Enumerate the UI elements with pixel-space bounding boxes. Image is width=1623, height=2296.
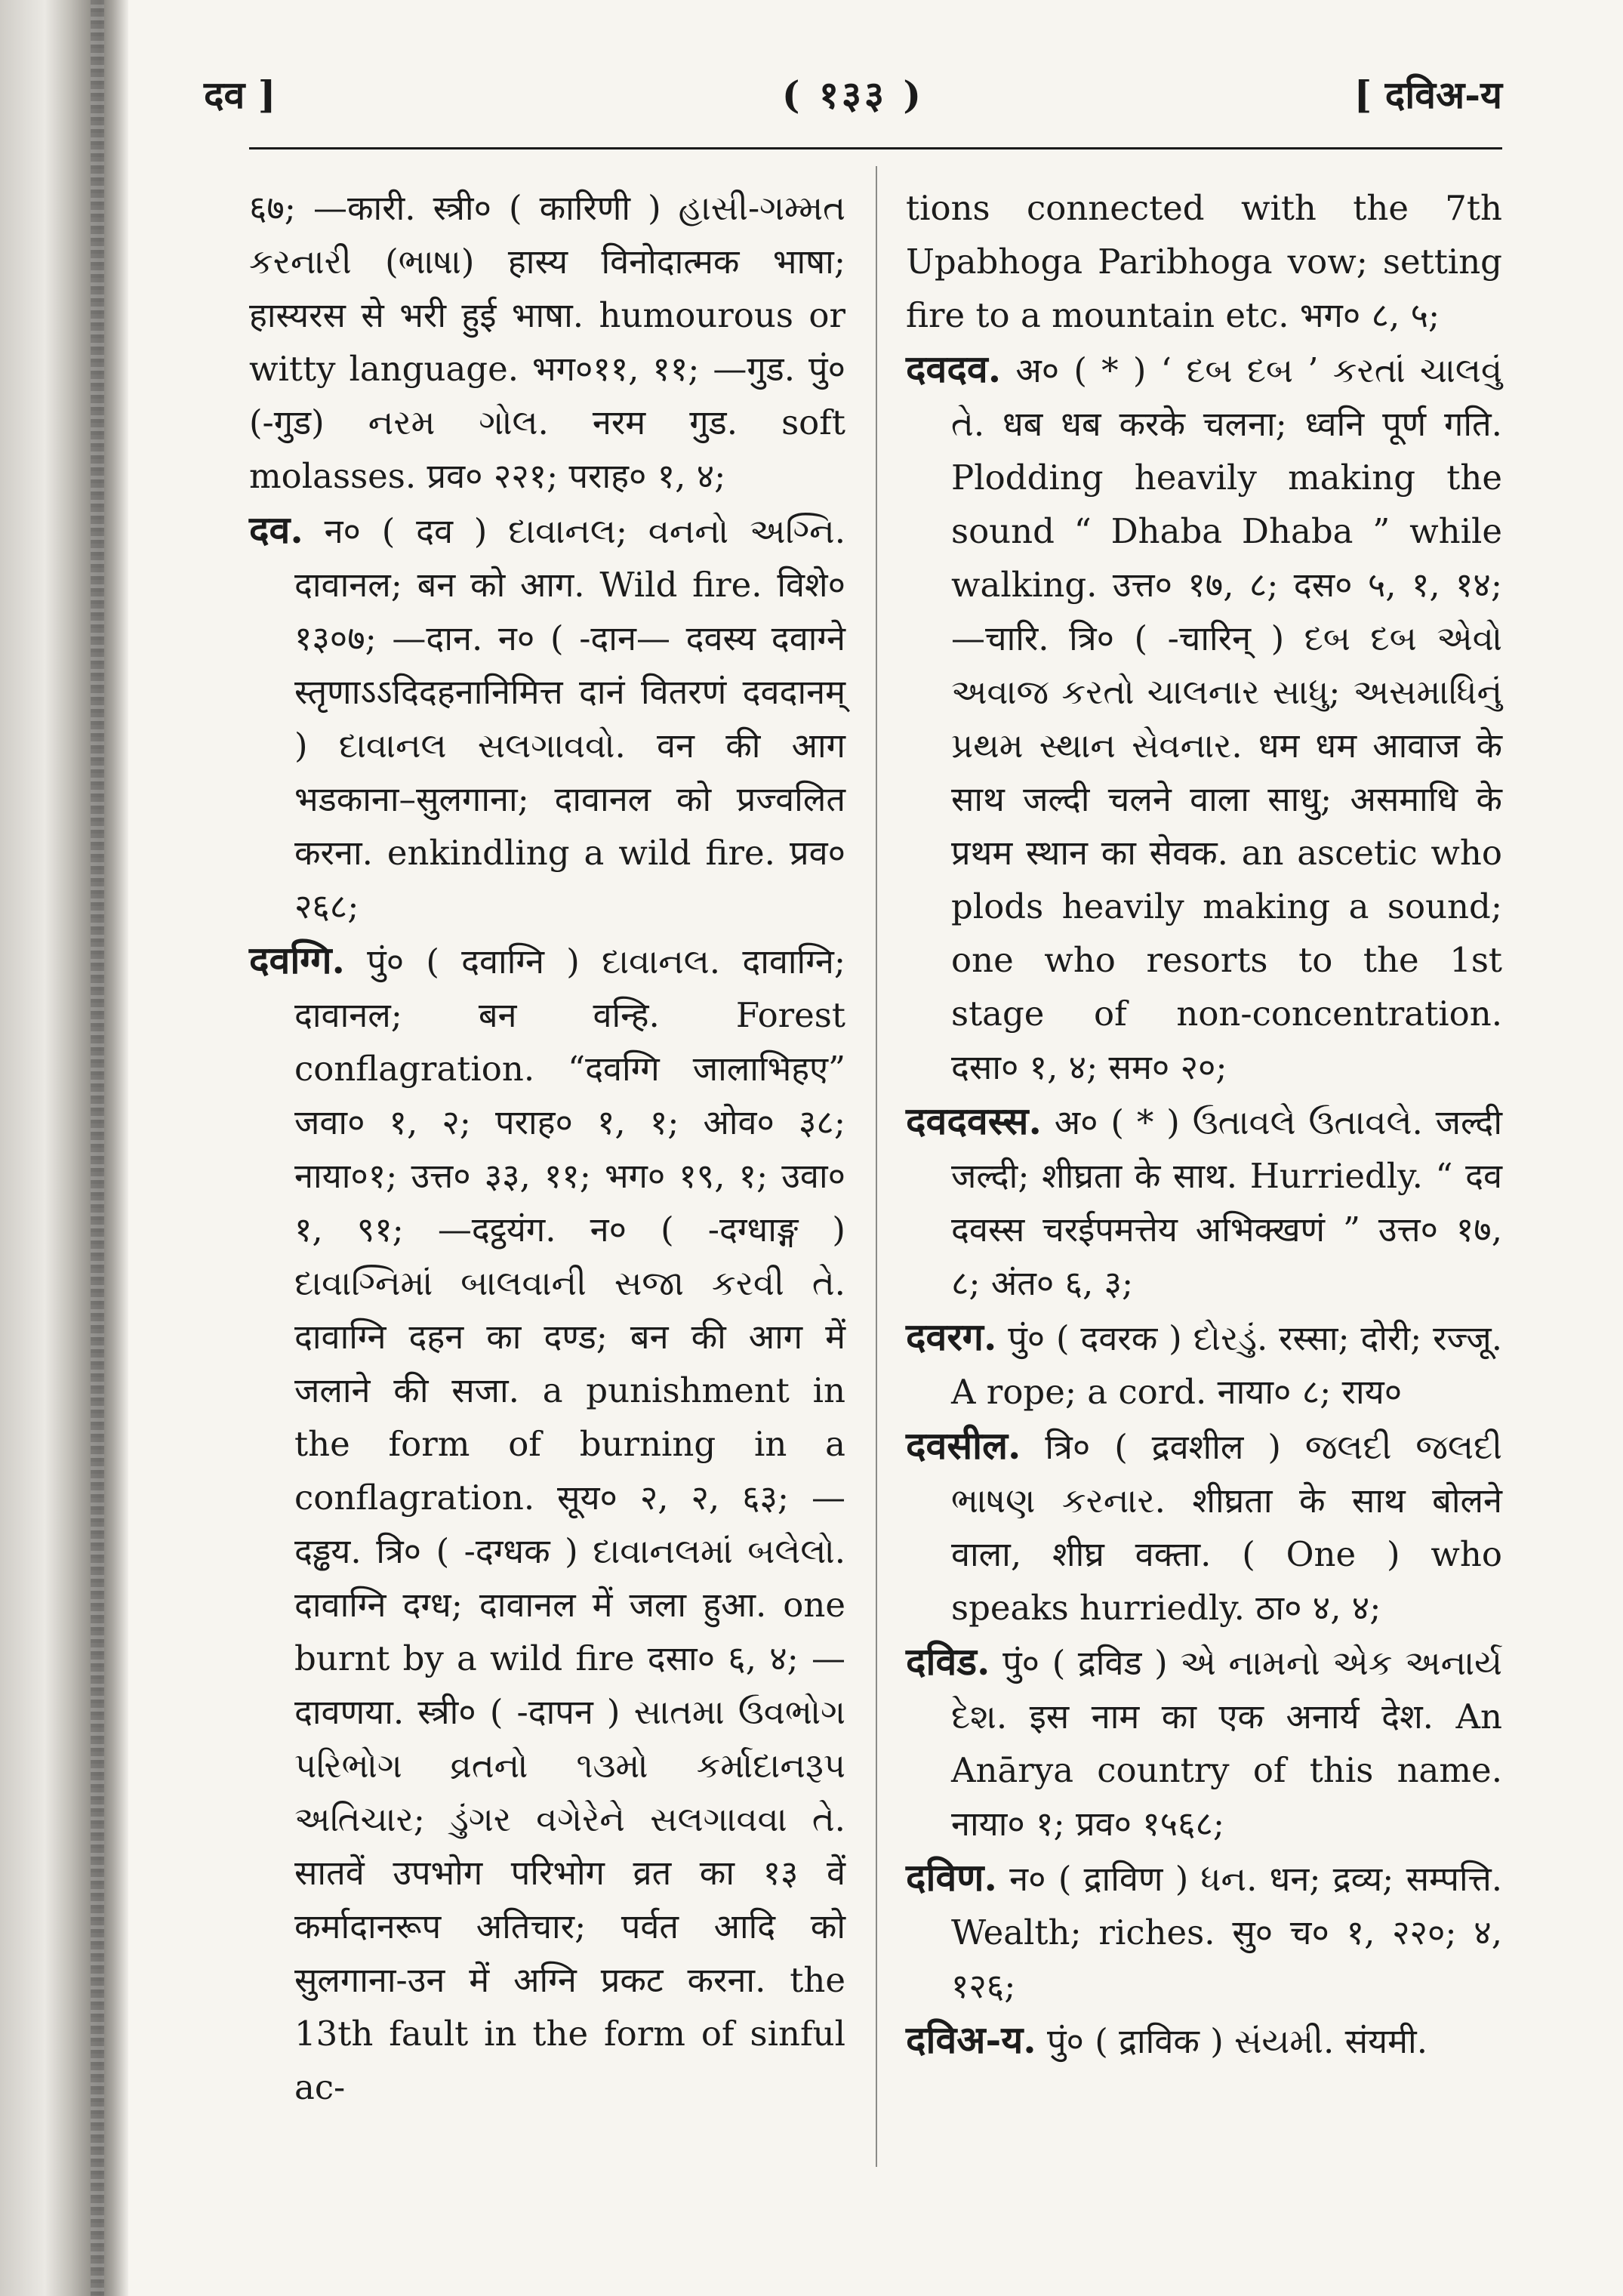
right-column xyxy=(906,181,1502,2068)
dictionary-entry xyxy=(906,1851,1502,2013)
headword: दवदवस्स. xyxy=(906,1099,1042,1143)
entry-text: अ० ( * ) ‘ દબ દબ ’ કરતાં ચાલવું તે. धब धब करके चलना; ध्वनि पूर्ण गति. Plodding heavily making the sound “ Dhaba Dhaba ” while walking. उत्त० १७, ८; दस० ५, १, १४; —चारि. त्रि० ( -चारिन् ) દબ દબ એવો અવાજ કરતો ચાલનાર સાધુ; અસમાધિનું પ્રથમ સ્થાન સેવનાર. धम धम आवाज के साथ जल्दी चलने वाला साधु; असमाधि के प्रथम स्थान का सेवक. an ascetic who plods heavily making a sound; one who resorts to the 1st stage of non-concentration. दसा० १, ४; सम० २०; xyxy=(951,350,1502,1087)
headword: दव. xyxy=(249,507,303,552)
book-binding-edge xyxy=(0,0,128,2296)
dictionary-entry xyxy=(906,1094,1502,1310)
entry-text: न० ( द्राविण ) ધન. धन; द्रव्य; सम्पत्ति. Wealth; riches. सु० च० १, २२०; ४, १२६; xyxy=(951,1859,1502,2006)
headword: दवग्गि. xyxy=(249,938,345,982)
dictionary-entry xyxy=(906,1635,1502,1851)
entry-text: ६७; —कारी. स्त्री० ( कारिणी ) હાસી-ગમ્મત કરનારી (ભાષા) हास्य विनोदात्मक भाषा; हास्यरस से भरी हुई भाषा. humourous or witty language. भग०११, ११; —गुड. पुं० (-गुड) નરમ ગોલ. नरम गुड. soft molasses. प्रव० २२१; पराह० १, ४; xyxy=(249,188,845,496)
header-rule xyxy=(249,147,1502,149)
header-left: दव ] xyxy=(204,72,276,117)
dictionary-entry xyxy=(906,342,1502,1094)
dictionary-entry xyxy=(906,1419,1502,1635)
entry-text: पुं० ( दवरक ) દોરડું. रस्सा; दोरी; रज्जू. A rope; a cord. नाया० ८; राय० xyxy=(951,1318,1503,1412)
running-header xyxy=(204,60,1502,128)
headword: दवदव. xyxy=(906,347,1002,391)
entry-text: पुं० ( द्राविक ) સંયમી. संयमी. xyxy=(1046,2021,1428,2061)
header-right: [ दविअ-य xyxy=(1354,72,1502,117)
dictionary-entry xyxy=(906,2013,1502,2068)
headword: दविण. xyxy=(906,1855,997,1900)
headword: दवरग. xyxy=(906,1314,997,1359)
entry-text: न० ( दव ) દાવાનલ; વનનો અગ્નિ. दावानल; बन को आग. Wild fire. विशे० १३०७; —दान. न० ( -दान— दवस्य दवाग्ने स्तृणाऽऽदिदहनानिमित्त दानं वितरणं दवदानम् ) દાવાનલ સલગાવવો. वन की आग भडकाना–सुलगाना; दावानल को प्रज्वलित करना. enkindling a wild fire. प्रव० २६८; xyxy=(294,511,845,926)
entry-text: अ० ( * ) ઉતાવલે ઉતાવલે. जल्दी जल्दी; शीघ्रता के साथ. Hurriedly. “ दव दवस्स चरईपमत्तेय अभिक्खणं ” उत्त० १७, ८; अंत० ६, ३; xyxy=(951,1102,1502,1303)
entry-text: त्रि० ( द्रवशील ) જલદી જલદી ભાષણ કરનાર. शीघ्रता के साथ बोलने वाला, शीघ्र वक्ता. ( One ) who speaks hurriedly. ठा० ४, ४; xyxy=(951,1427,1502,1628)
dictionary-entry xyxy=(906,1310,1502,1419)
dictionary-entry xyxy=(249,933,845,2114)
page-number: ( १३३ ) xyxy=(781,72,925,117)
headword: दविड. xyxy=(906,1639,990,1684)
headword: दविअ-य. xyxy=(906,2017,1036,2062)
left-column xyxy=(249,181,845,2114)
continuation-text xyxy=(906,181,1502,342)
entry-text: पुं० ( द्रविड ) એ નામનો એક અનાર્ય દેશ. इस नाम का एक अनार्य देश. An Anārya country of this name. नाया० १; प्रव० १५६८; xyxy=(951,1643,1502,1844)
continuation-text xyxy=(249,181,845,503)
dictionary-entry xyxy=(249,503,845,933)
entry-text: tions connected with the 7th Upabhoga Paribhoga vow; setting fire to a mountain etc. भग० ८, ५; xyxy=(906,188,1502,335)
headword: दवसील. xyxy=(906,1423,1021,1468)
column-divider xyxy=(876,166,877,2167)
entry-text: पुं० ( दवाग्नि ) દાવાનલ. दावाग्नि; दावानल; बन वन्हि. Forest conflagration. “दवग्गि जालाभिहए” जवा० १, २; पराह० १, १; ओव० ३८; नाया०१; उत्त० ३३, ११; भग० १९, १; उवा० १, ९१; —दट्ठयंग. न० ( -दग्धाङ्ग ) દાવાગ્નિમાં બાલવાની સજા કરવી તે. दावाग्नि दहन का दण्ड; बन की आग में जलाने की सजा. a punishment in the form of burning in a conflagration. सूय० २, २, ६३; —दड्ढय. त्रि० ( -दग्धक ) દાવાનલમાં બલેલો. दावाग्नि दग्ध; दावानल में जला हुआ. one burnt by a wild fire दसा० ६, ४; —दावणया. स्त्री० ( -दापन ) સાતમા ઉવભોગ પરિભોગ વ્રતનો ૧૩મો કર્માદાનરૂપ અતિચાર; ડુંગર વગેરેને સલગાવવા તે. सातवें उपभोग परिभोग व्रत का १३ वें कर्मादानरूप अतिचार; पर्वत आदि को सुलगाना-उन में अग्नि प्रकट करना. the 13th fault in the form of sinful ac- xyxy=(294,942,845,2107)
